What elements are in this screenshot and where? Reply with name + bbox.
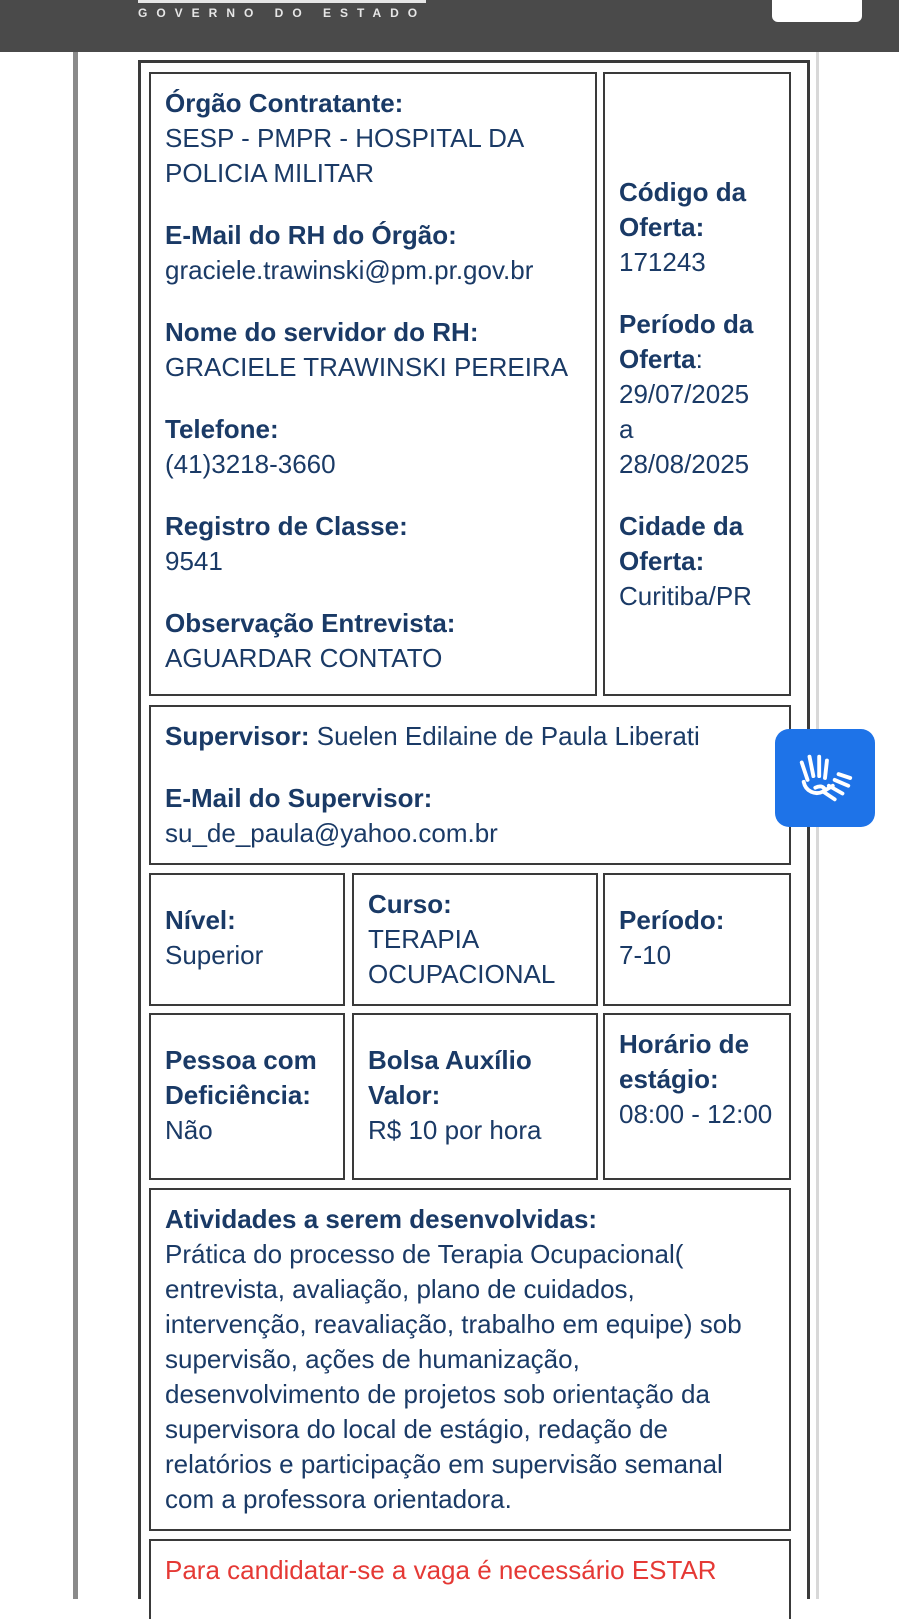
sign-language-icon xyxy=(794,747,856,809)
supervisor-email-value: su_de_paula@yahoo.com.br xyxy=(165,818,498,848)
codigo-oferta-label: Código da Oferta: xyxy=(619,177,747,242)
atividades-cell xyxy=(149,1188,791,1531)
telefone-value: (41)3218-3660 xyxy=(165,449,336,479)
header-button[interactable] xyxy=(772,0,862,22)
atividades-label: Atividades a serem desenvolvidas: xyxy=(165,1204,598,1234)
registro-classe-label: Registro de Classe: xyxy=(165,511,408,541)
bolsa-value: R$ 10 por hora xyxy=(368,1115,542,1145)
curso-value: TERAPIA OCUPACIONAL xyxy=(368,924,556,989)
pcd-cell xyxy=(149,1013,345,1180)
periodo-oferta-start: 29/07/2025 xyxy=(619,379,750,409)
horario-value: 08:00 - 12:00 xyxy=(619,1099,773,1129)
email-rh-value: graciele.trawinski@pm.pr.gov.br xyxy=(165,255,534,285)
registro-classe-value: 9541 xyxy=(165,546,223,576)
observacao-label: Observação Entrevista: xyxy=(165,608,456,638)
periodo-oferta-label: Período da Oferta xyxy=(619,309,754,374)
horario-label: Horário de estágio: xyxy=(619,1029,750,1094)
bolsa-label: Bolsa Auxílio Valor: xyxy=(368,1045,532,1110)
codigo-oferta-value: 171243 xyxy=(619,247,706,277)
page-border-left xyxy=(73,52,78,1599)
top-header-bar xyxy=(0,0,899,52)
email-rh-label: E-Mail do RH do Órgão: xyxy=(165,220,457,250)
periodo-oferta-sep: a xyxy=(619,414,634,444)
orgao-contratante-value: SESP - PMPR - HOSPITAL DA POLICIA MILITAR xyxy=(165,123,523,188)
nivel-value: Superior xyxy=(165,940,264,970)
periodo-cell xyxy=(603,873,791,1006)
accessibility-button[interactable] xyxy=(775,729,875,827)
cidade-oferta-value: Curitiba/PR xyxy=(619,581,752,611)
bolsa-cell xyxy=(352,1013,598,1180)
gov-label: GOVERNO DO ESTADO xyxy=(138,6,427,20)
periodo-value: 7-10 xyxy=(619,940,672,970)
curso-label: Curso: xyxy=(368,889,452,919)
job-offer-table xyxy=(138,60,810,1599)
nivel-label: Nível: xyxy=(165,905,236,935)
servidor-rh-label: Nome do servidor do RH: xyxy=(165,317,479,347)
periodo-oferta-colon: : xyxy=(695,344,703,374)
supervisor-cell xyxy=(149,705,791,865)
atividades-value: Prática do processo de Terapia Ocupacional( entrevista, avaliação, plano de cuidados, intervenção, reavaliação, trabalho em equipe) sob supervisão, ações de humanização, desenvolvimento de projetos sob orientação da supervisora do local de estágio, redação de relatórios e participação em supervisão semanal com a professora orientadora. xyxy=(165,1239,742,1514)
orgao-cell xyxy=(149,72,597,696)
cidade-oferta-label: Cidade da Oferta: xyxy=(619,511,744,576)
pcd-label: Pessoa com Deficiência: xyxy=(165,1045,317,1110)
periodo-label: Período: xyxy=(619,905,725,935)
telefone-label: Telefone: xyxy=(165,414,279,444)
curso-cell xyxy=(352,873,598,1006)
nivel-cell xyxy=(149,873,345,1006)
periodo-oferta-end: 28/08/2025 xyxy=(619,449,750,479)
logo-mark xyxy=(138,0,426,3)
observacao-value: AGUARDAR CONTATO xyxy=(165,643,443,673)
servidor-rh-value: GRACIELE TRAWINSKI PEREIRA xyxy=(165,352,569,382)
pcd-value: Não xyxy=(165,1115,213,1145)
aviso-text: Para candidatar-se a vaga é necessário ESTAR xyxy=(165,1555,717,1585)
supervisor-name: Suelen Edilaine de Paula Liberati xyxy=(316,721,700,751)
supervisor-label: Supervisor: xyxy=(165,721,310,751)
aviso-cell xyxy=(149,1539,791,1619)
orgao-contratante-label: Órgão Contratante: xyxy=(165,88,404,118)
supervisor-email-label: E-Mail do Supervisor: xyxy=(165,783,433,813)
oferta-cell xyxy=(603,72,791,696)
horario-cell xyxy=(603,1013,791,1180)
